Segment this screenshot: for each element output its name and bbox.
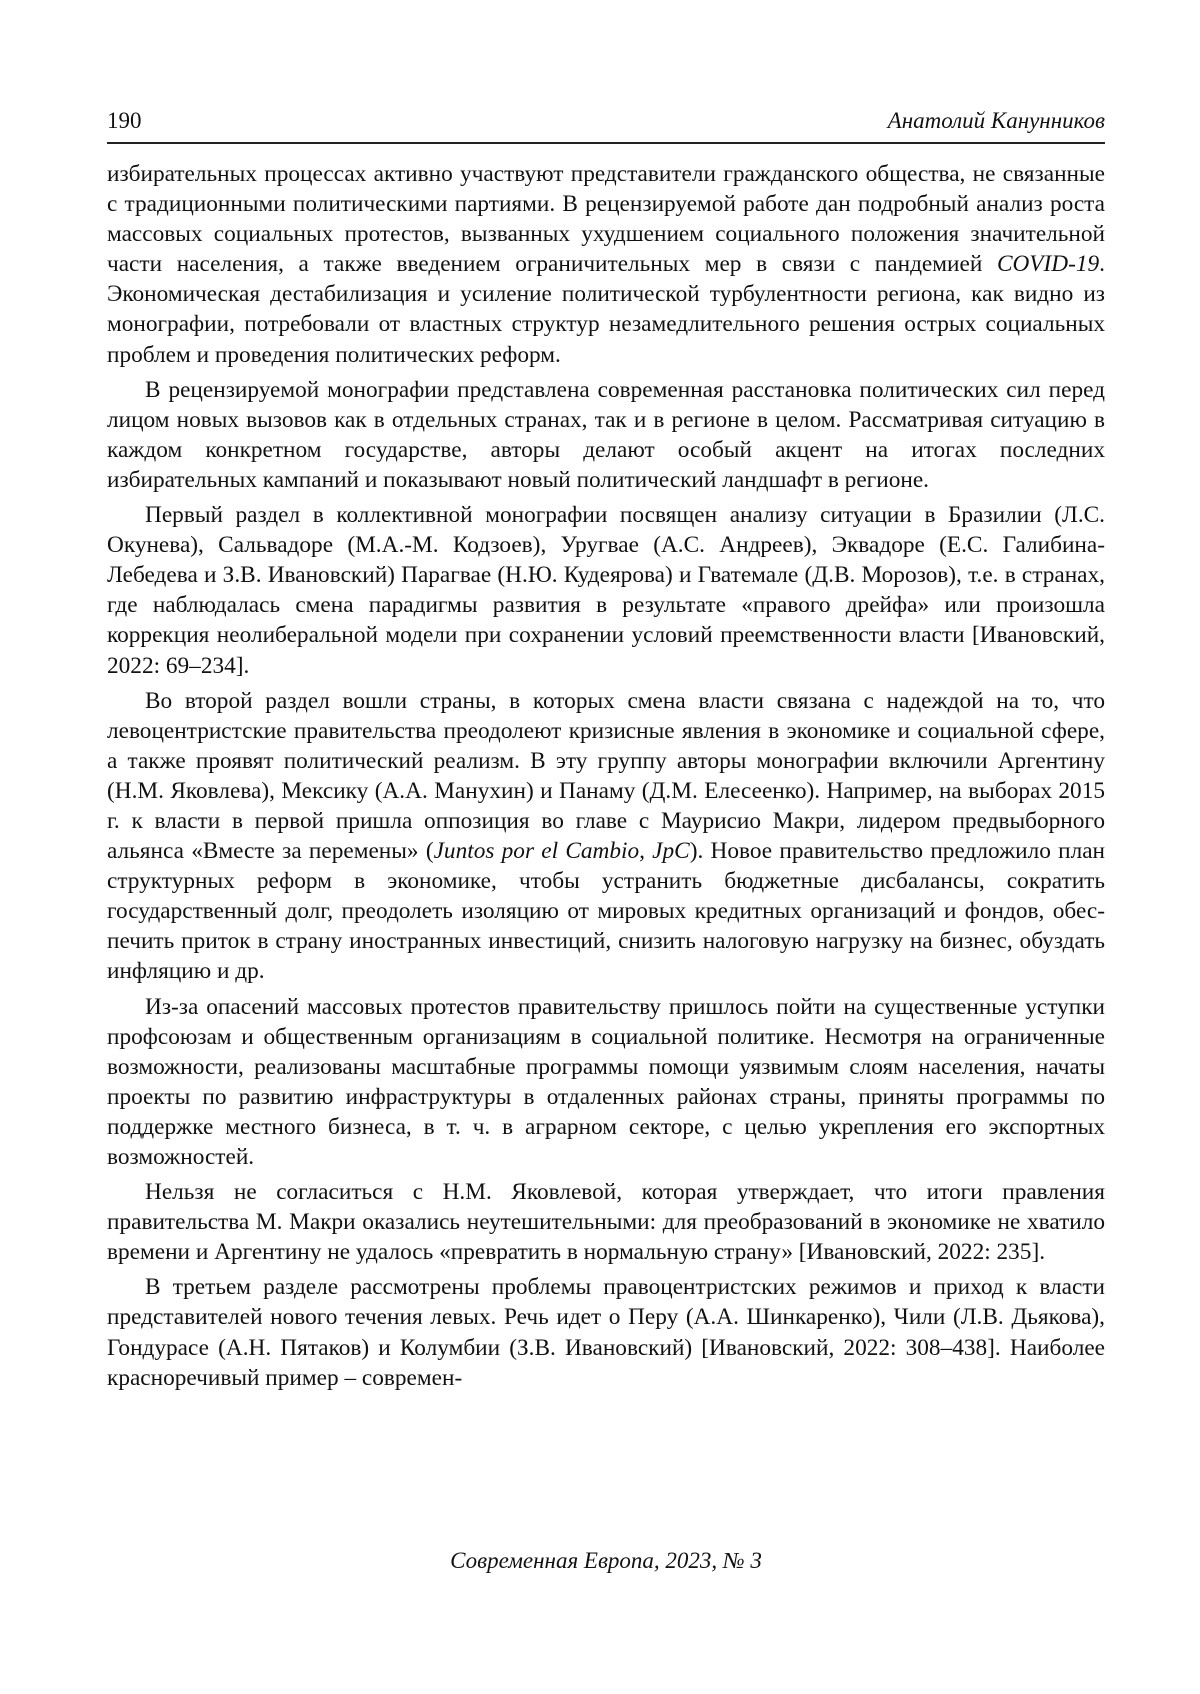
paragraph-4-text-b: ). Новое правительство предложило план структурных реформ в экономике, чтобы устранить бюджетные дисбалансы, сократить государственный долг, преодолеть изоляцию от мировых кредитных организаций и фондов, обеспечить приток в страну иностранных инвестиций, снизить налоговую нагрузку на бизнес, обуздать инфляцию и др. [107,838,1106,985]
paragraph-2: В рецензируемой монографии представлена современная расстановка политических сил перед лицом новых вызовов как в отдельных странах, так и в регионе в целом. Рассматривая ситуацию в каждом конкретном государстве, авторы делают особый акцент на итогах последних избирательных кампаний и показывают новый политический ландшафт в регионе. [107,376,1105,493]
paragraph-1-text-a: избирательных процессах активно участвуют представители гражданского общества, не связанные с традиционными политическими партиями. В рецензируемой работе дан подробный анализ роста массовых социальных протестов, вызванных ухудшением социального положения значительной части населения, а также введением ограничительных мер в связи с пандемией [107,161,1105,278]
paragraph-3: Первый раздел в коллективной монографии посвящен анализу ситуации в Бразилии (Л.С. Окунева), Сальвадоре (М.А.-М. Кодзоев), Уругвае (А.С. Андреев), Эквадоре (Е.С. Галибина-Лебедева и З.В. Ивановский) Парагвае (Н.Ю. Кудеярова) и Гватемале (Д.В. Морозов), т.е. в странах, где наблюдалась смена парадигмы развития в результате «правого дрейфа» или произошла коррекция неолиберальной модели при сохранении условий преемственности власти [Ивановский, 2022: 69–234]. [107,502,1105,679]
paragraph-5: Из-за опасений массовых протестов правительству пришлось пойти на существенные уступки профсоюзам и общественным организациям в социальной политике. Несмотря на ограниченные возможности, реализованы масштабные программы помощи уязвимым слоям населения, начаты проекты по развитию инфраструктуры в отдаленных районах страны, приняты программы по поддержке местного бизнеса, в т. ч. в аграрном секторе, с целью укрепления его экспортных возможностей. [107,993,1105,1170]
paragraph-1 [107,159,1105,370]
paragraph-4 [107,686,1105,987]
paragraph-4-text-a: Во второй раздел вошли страны, в которых смена власти связана с надеждой на то, что левоцентристские правительства преодолеют кризисные явления в экономике и социальной сфере, а также проявят политический реализм. В эту группу авторы монографии включили Аргентину (Н.М. Яковлева), Мексику (А.А. Манухин) и Панаму (Д.М. Елесеенко). Например, на выборах 2015 г. к власти в первой пришла оппозиция во главе с Маурисио Макри, лидером предвыборного альянса «Вместе за перемены» ( [107,687,1105,865]
paragraph-1-italic-term: COVID-19 [996,251,1100,278]
running-header [107,106,1105,144]
article-body [107,159,1105,1398]
document-page [107,0,1105,1694]
paragraph-7: В третьем разделе рассмотрены проблемы правоцентристских режимов и приход к власти представителей нового течения левых. Речь идет о Перу (А.А. Шинкаренко), Чили (Л.В. Дьякова), Гондурасе (А.Н. Пятаков) и Колумбии (З.В. Ивановский) [Ивановский, 2022: 308–438]. Наиболее красноречивый пример – современ- [107,1274,1105,1391]
paragraph-6: Нельзя не согласиться с Н.М. Яковлевой, которая утверждает, что итоги правления правительства М. Макри оказались неутешительными: для преобразований в экономике не хватило времени и Аргентину не удалось «превратить в нормальную страну» [Ивановский, 2022: 235]. [107,1179,1105,1266]
running-footer-journal: Современная Европа, 2023, № 3 [450,1548,762,1573]
page-number: 190 [107,108,142,133]
running-header-author: Анатолий Канунников [887,108,1105,133]
paragraph-1-text-b: . Экономическая дестабилизация и усиление политической турбулентности региона, как видно из монографии, потребовали от властных структур незамедлительного решения острых социальных проблем и проведения политических реформ. [107,251,1105,368]
paragraph-4-italic-term: Juntos por el Cambio, JpC [433,838,690,865]
